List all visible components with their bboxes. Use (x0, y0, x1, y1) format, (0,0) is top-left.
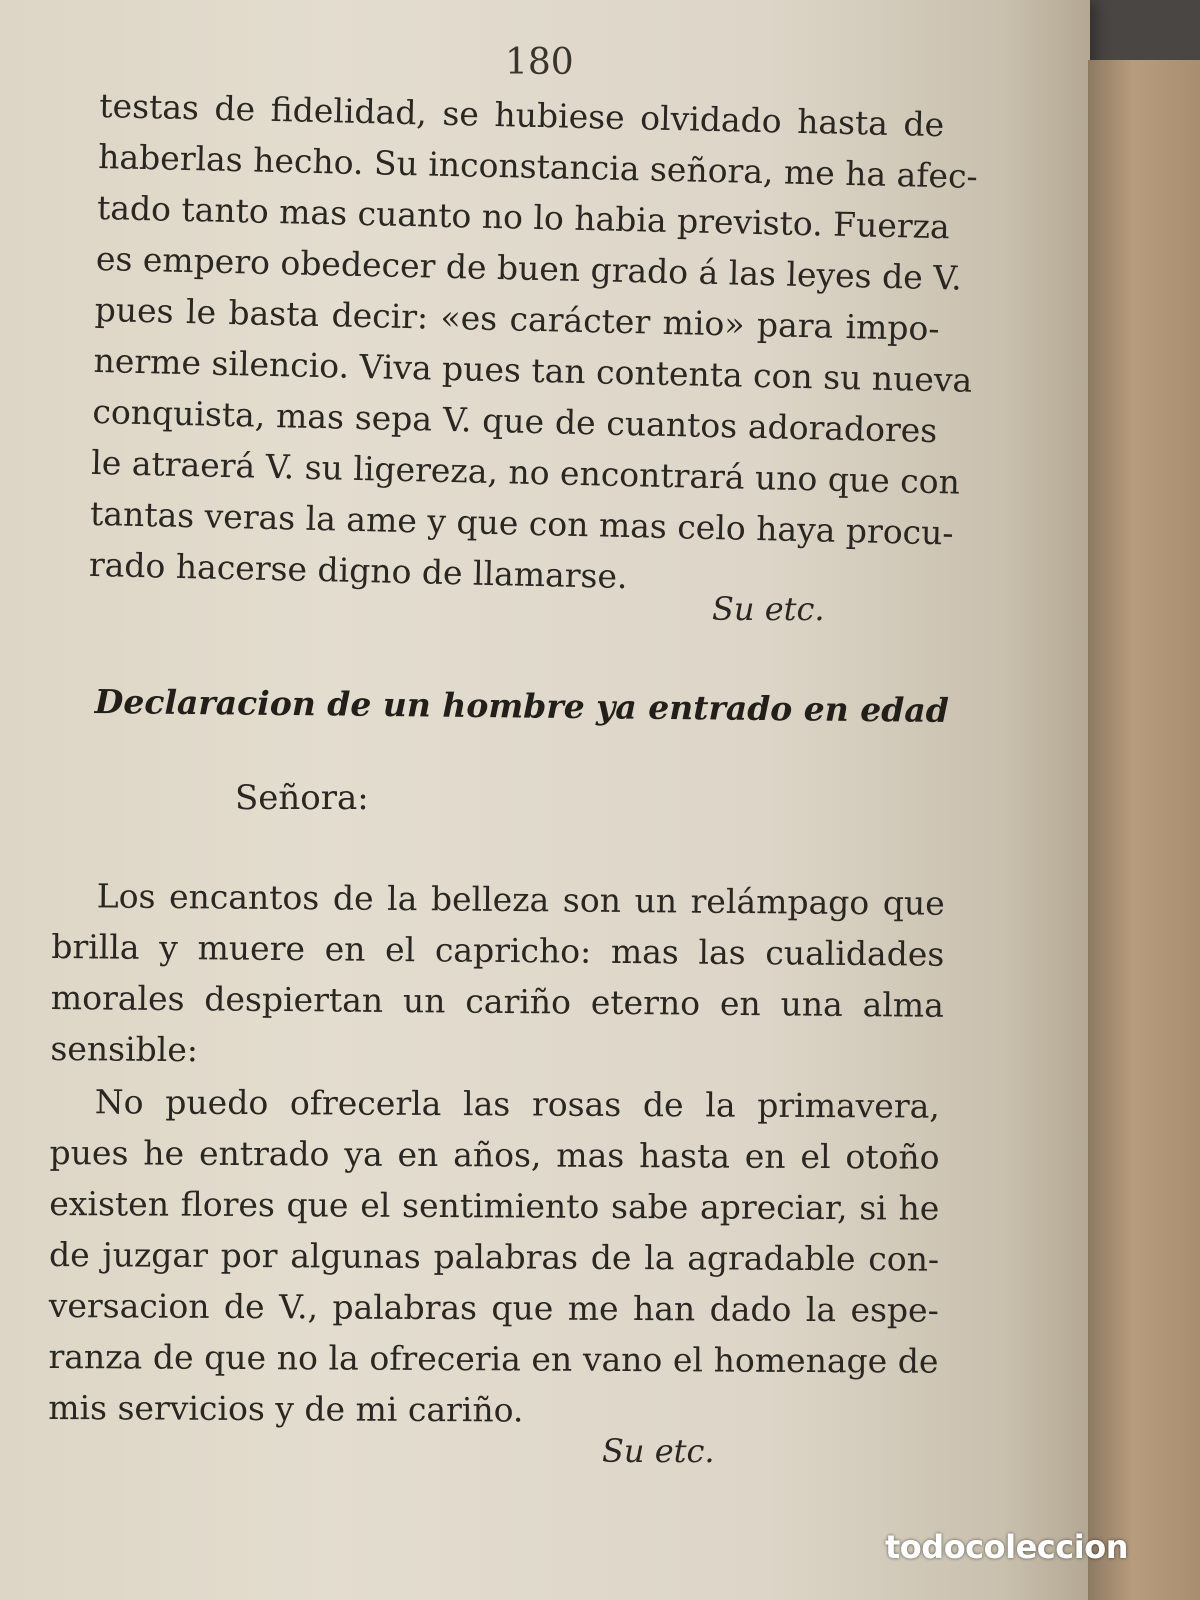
text-line: testas de fidelidad, se hubiese olvidado hasta de (98, 85, 945, 145)
text-line: sensible: (50, 1028, 199, 1070)
text-line: tantas veras la ame y que con mas celo haya procu- (89, 493, 955, 553)
watermark-logo: todocoleccion (885, 1528, 1128, 1566)
text-line: rado hacerse digno de llamarse. (88, 544, 628, 597)
text-line: No puedo ofrecerla las rosas de la primavera, (94, 1082, 940, 1126)
next-page-edge (1088, 60, 1200, 1600)
letter-title: Declaracion de un hombre ya entrado en edad (94, 682, 950, 730)
text-line: es empero obedecer de buen grado á las leyes de V. (95, 238, 963, 298)
top-paragraph (88, 80, 979, 609)
text-line: ranza de que no la ofreceria en vano el homenage de (48, 1336, 939, 1381)
page-number: 180 (505, 42, 574, 83)
text-line: morales despiertan un cariño eterno en una alma (50, 977, 945, 1025)
text-line: le atraerá V. su ligereza, no encontrará uno que con (90, 442, 961, 502)
salutation: Señora: (235, 778, 369, 818)
text-line: pues le basta decir: «es carácter mio» para impo- (94, 289, 941, 349)
text-line: versacion de V., palabras que me han dado la espe- (48, 1285, 939, 1330)
text-line: nerme silencio. Viva pues tan contenta con su nueva (93, 340, 973, 400)
text-line: conquista, mas sepa V. que de cuantos adoradores (92, 391, 938, 451)
paragraph-2 (50, 870, 945, 1082)
text-line: existen flores que el sentimiento sabe apreciar, si he (49, 1183, 940, 1228)
text-line: tado tanto mas cuanto no lo habia previsto. Fuerza (96, 187, 951, 247)
signature: Su etc. (602, 1432, 715, 1470)
text-line: brilla y muere en el capricho: mas las cualidades (51, 926, 945, 974)
text-line: de juzgar por algunas palabras de la agradable con- (48, 1234, 940, 1279)
paragraph-3 (48, 1076, 940, 1438)
text-line: haberlas hecho. Su inconstancia señora, me ha afec- (97, 136, 979, 196)
signature: Su etc. (712, 590, 825, 628)
text-line: pues he entrado ya en años, mas hasta en el otoño (49, 1132, 940, 1177)
text-line: mis servicios y de mi cariño. (48, 1387, 524, 1430)
text-line: Los encantos de la belleza son un relámpago que (96, 876, 945, 923)
